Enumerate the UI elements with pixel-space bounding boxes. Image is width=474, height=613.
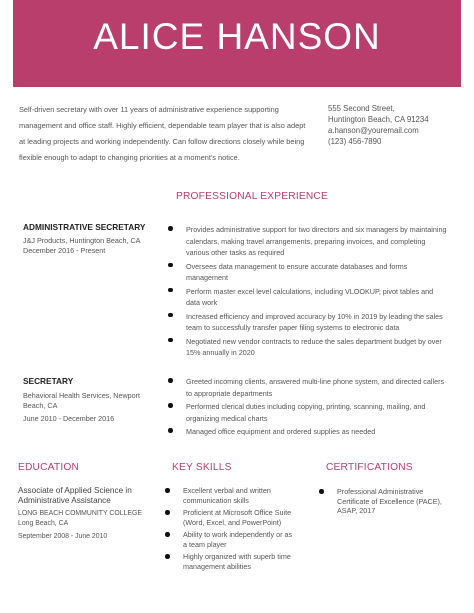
experience-heading: PROFESSIONAL EXPERIENCE	[176, 191, 328, 202]
list-item: Greeted incoming clients, answered multi-line phone system, and directed callers to appropriate departments	[186, 376, 452, 399]
list-item: Performed clerical duties including copying, printing, scanning, mailing, and organizing medical charts	[186, 401, 452, 424]
summary-text: Self-driven secretary with over 11 years of administrative experience supporting management and office staff. Highly efficient, dependable team player that is also adept at leading projects and working independently. Can follow directions closely while being flexible enough to adapt to changing priorities at a moment's notice.	[19, 105, 306, 162]
list-item: Proficient at Microsoft Office Suite (Word, Excel, and PowerPoint)	[183, 508, 298, 527]
list-item: Professional Administrative Certificate of Excellence (PACE), ASAP, 2017	[337, 487, 452, 516]
certifications-list	[337, 487, 452, 516]
job-company-2: Behavioral Health Services, Newport Beach, CA	[23, 391, 141, 410]
skills-list	[183, 486, 298, 571]
school-location: Long Beach, CA	[18, 520, 69, 527]
job-title-2: SECRETARY	[23, 376, 74, 386]
list-item: Oversees data management to ensure accurate databases and forms management	[186, 261, 448, 284]
degree-name: Associate of Applied Science in Administrative Assistance	[18, 486, 132, 505]
list-item: Highly organized with superb time management abilities	[183, 552, 298, 571]
list-item: Ability to work independently or as a team player	[183, 530, 298, 549]
education-dates: September 2008 - June 2010	[18, 533, 108, 540]
job-title-1: ADMINISTRATIVE SECRETARY	[23, 222, 146, 232]
header-banner	[13, 0, 461, 87]
list-item: Increased efficiency and improved accuracy by 10% in 2019 by leading the sales team to successfully transfer paper filing systems to electronic data	[186, 311, 448, 334]
school-name: LONG BEACH COMMUNITY COLLEGE	[18, 510, 142, 517]
job-bullets-1	[186, 224, 448, 359]
contact-city: Huntington Beach, CA 91234	[328, 115, 429, 124]
skills-heading: KEY SKILLS	[172, 462, 232, 473]
job-bullets-2	[186, 376, 452, 438]
job-dates-2: June 2010 - December 2016	[23, 414, 115, 423]
list-item: Perform master excel level calculations, including VLOOKUP, pivot tables and data work	[186, 286, 448, 309]
contact-phone: (123) 456-7890	[328, 137, 382, 146]
education-heading: EDUCATION	[18, 462, 80, 473]
list-item: Excellent verbal and written communication skills	[183, 486, 298, 505]
certifications-heading: CERTIFICATIONS	[326, 462, 413, 473]
list-item: Managed office equipment and ordered supplies as needed	[186, 426, 452, 438]
candidate-name: ALICE HANSON	[93, 16, 381, 57]
list-item: Negotiated new vendor contracts to reduce the sales department budget by over 15% annually in 2020	[186, 336, 448, 359]
contact-block	[328, 103, 429, 147]
contact-email[interactable]: a.hanson@youremail.com	[328, 126, 419, 135]
job-company-1: J&J Products, Huntington Beach, CA	[23, 236, 141, 245]
job-dates-1: December 2016 - Present	[23, 246, 106, 255]
contact-street: 555 Second Street,	[328, 104, 395, 113]
list-item: Provides administrative support for two directors and six managers by maintaining calendars, making travel arrangements, preparing invoices, and completing various other tasks as required	[186, 225, 447, 257]
